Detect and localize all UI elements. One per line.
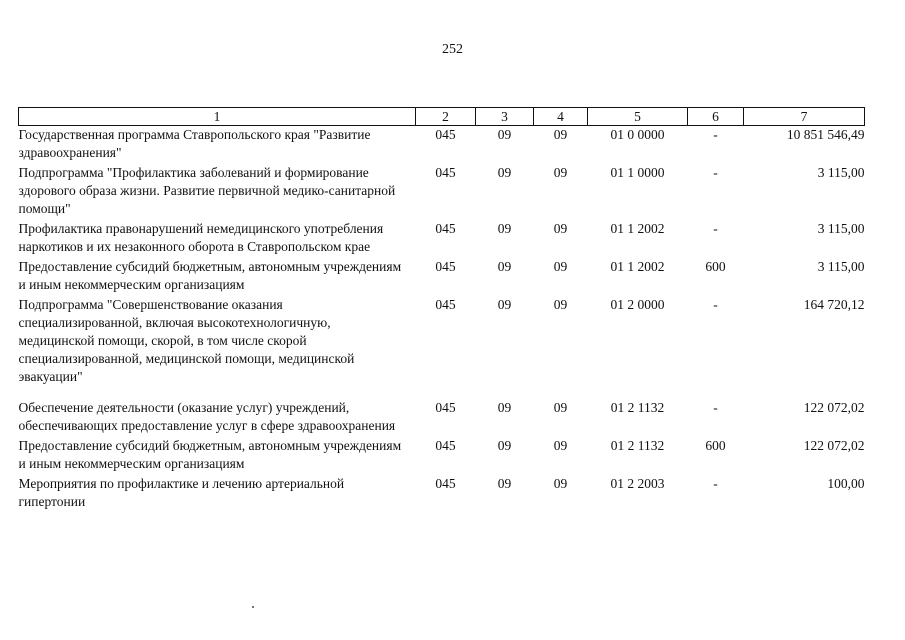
- column-header-4: 4: [534, 108, 588, 126]
- table-row: [19, 437, 865, 475]
- table-row: [19, 475, 865, 513]
- cell-section: 09: [497, 165, 512, 180]
- cell-ministry-code: 045: [435, 127, 456, 142]
- cell-amount: 100,00: [827, 476, 865, 491]
- cell-ministry-code: 045: [435, 259, 456, 274]
- cell-amount: 164 720,12: [803, 297, 865, 312]
- column-header-6: 6: [688, 108, 744, 126]
- cell-expense-type: 600: [705, 438, 726, 453]
- cell-ministry-code: 045: [435, 221, 456, 236]
- row-name: Подпрограмма "Профилактика заболеваний и формирование здорового образа жизни. Развитие первичной медико-санитарной помощи": [18, 165, 396, 216]
- cell-section: 09: [497, 438, 512, 453]
- cell-target-article: 01 2 2003: [610, 476, 665, 491]
- cell-amount: 10 851 546,49: [786, 127, 865, 142]
- cell-amount: 3 115,00: [817, 221, 865, 236]
- cell-target-article: 01 0 0000: [610, 127, 665, 142]
- cell-subsection: 09: [553, 127, 568, 142]
- cell-ministry-code: 045: [435, 165, 456, 180]
- cell-target-article: 01 1 2002: [610, 259, 665, 274]
- cell-target-article: 01 1 2002: [610, 221, 665, 236]
- cell-section: 09: [497, 476, 512, 491]
- cell-subsection: 09: [553, 165, 568, 180]
- page-number: 252: [442, 42, 463, 57]
- column-header-3: 3: [476, 108, 534, 126]
- scan-speck: [252, 606, 254, 608]
- cell-subsection: 09: [553, 221, 568, 236]
- budget-table: [18, 107, 865, 513]
- row-name: Государственная программа Ставропольского края "Развитие здравоохранения": [18, 127, 371, 160]
- cell-subsection: 09: [553, 259, 568, 274]
- table-row: [19, 220, 865, 258]
- row-name: Профилактика правонарушений немедицинского употребления наркотиков и их незаконного оборота в Ставропольском крае: [18, 221, 384, 254]
- row-name: Обеспечение деятельности (оказание услуг) учреждений, обеспечивающих предоставление услуг в сфере здравоохранения: [18, 400, 396, 433]
- cell-subsection: 09: [553, 400, 568, 415]
- cell-amount: 3 115,00: [817, 165, 865, 180]
- cell-subsection: 09: [553, 476, 568, 491]
- header-row: [19, 108, 865, 126]
- cell-expense-type: -: [713, 221, 718, 236]
- cell-expense-type: -: [713, 165, 718, 180]
- cell-expense-type: -: [713, 127, 718, 142]
- table-row: [19, 126, 865, 165]
- cell-expense-type: -: [713, 476, 718, 491]
- cell-target-article: 01 2 1132: [610, 400, 665, 415]
- table-row: [19, 164, 865, 220]
- cell-ministry-code: 045: [435, 297, 456, 312]
- cell-expense-type: -: [713, 400, 718, 415]
- cell-section: 09: [497, 400, 512, 415]
- cell-section: 09: [497, 221, 512, 236]
- column-header-7: 7: [744, 108, 865, 126]
- cell-section: 09: [497, 127, 512, 142]
- cell-amount: 3 115,00: [817, 259, 865, 274]
- cell-ministry-code: 045: [435, 476, 456, 491]
- cell-ministry-code: 045: [435, 400, 456, 415]
- cell-amount: 122 072,02: [803, 400, 865, 415]
- table-row: [19, 399, 865, 437]
- column-header-5: 5: [588, 108, 688, 126]
- row-name: Предоставление субсидий бюджетным, автономным учреждениям и иным некоммерческим организациям: [18, 438, 402, 471]
- cell-section: 09: [497, 297, 512, 312]
- table-row: [19, 258, 865, 296]
- column-header-2: 2: [416, 108, 476, 126]
- row-name: Предоставление субсидий бюджетным, автономным учреждениям и иным некоммерческим организациям: [18, 259, 402, 292]
- cell-target-article: 01 2 0000: [610, 297, 665, 312]
- cell-subsection: 09: [553, 297, 568, 312]
- row-name: Мероприятия по профилактике и лечению артериальной гипертонии: [18, 476, 345, 509]
- table-row: [19, 296, 865, 399]
- row-name: Подпрограмма "Совершенствование оказания специализированной, включая высокотехнологичную, медицинской помощи, скорой, в том числе скорой специализированной, медицинской помощи, медицинской эвакуации": [18, 297, 355, 384]
- cell-amount: 122 072,02: [803, 438, 865, 453]
- column-header-1: 1: [19, 108, 416, 126]
- cell-expense-type: 600: [705, 259, 726, 274]
- cell-target-article: 01 1 0000: [610, 165, 665, 180]
- cell-section: 09: [497, 259, 512, 274]
- cell-expense-type: -: [713, 297, 718, 312]
- cell-ministry-code: 045: [435, 438, 456, 453]
- cell-target-article: 01 2 1132: [610, 438, 665, 453]
- cell-subsection: 09: [553, 438, 568, 453]
